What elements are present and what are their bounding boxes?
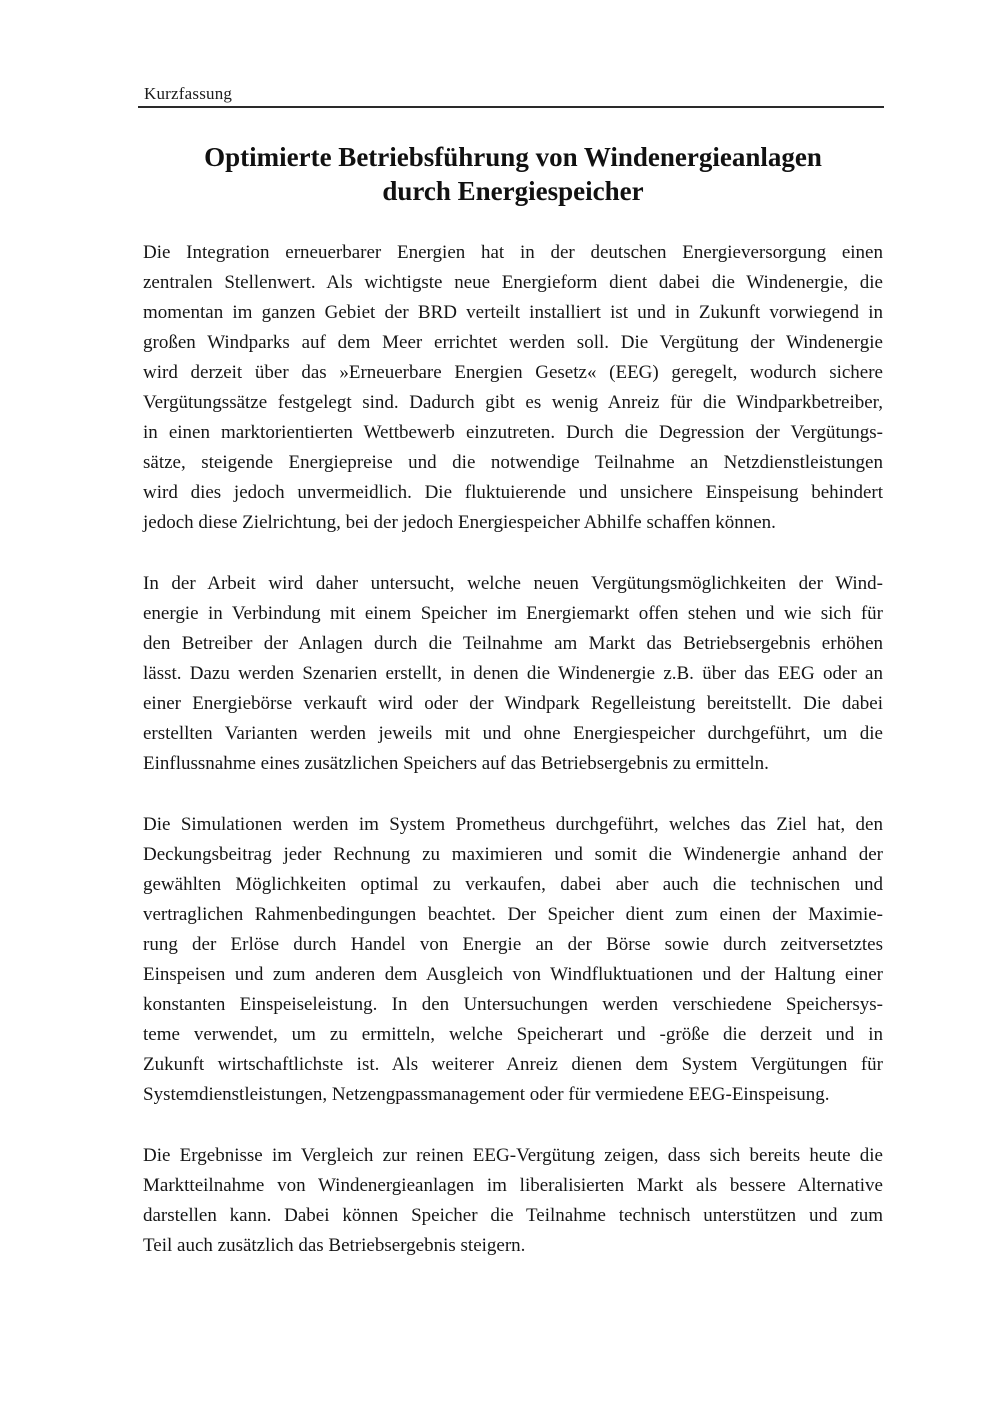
page-title-line1: Optimierte Betriebsführung von Windenergieanlagen	[204, 142, 822, 172]
paragraph-line: Zukunft wirtschaftlichste ist. Als weiterer Anreiz dienen dem System Vergütungen für	[143, 1054, 883, 1075]
paragraph-line: Systemdienstleistungen, Netzengpassmanagement oder für vermiedene EEG-Einspeisung.	[143, 1084, 830, 1105]
paragraph-line: sätze, steigende Energiepreise und die notwendige Teilnahme an Netzdienstleistungen	[143, 452, 883, 473]
paragraph-line: Teil auch zusätzlich das Betriebsergebnis steigern.	[143, 1235, 526, 1256]
paragraph-line: Vergütungssätze festgelegt sind. Dadurch gibt es wenig Anreiz für die Windparkbetreiber,	[143, 392, 883, 413]
paragraph-line: konstanten Einspeiseleistung. In den Untersuchungen werden verschiedene Speichersys-	[143, 994, 883, 1015]
paragraph-line: großen Windparks auf dem Meer errichtet werden soll. Die Vergütung der Windenergie	[143, 332, 883, 353]
paragraph-3	[143, 810, 883, 1110]
paragraph-line: teme verwendet, um zu ermitteln, welche Speicherart und -größe die derzeit und in	[143, 1024, 883, 1045]
paragraph-line: jedoch diese Zielrichtung, bei der jedoch Energiespeicher Abhilfe schaffen können.	[143, 512, 776, 533]
paragraph-line: wird derzeit über das »Erneuerbare Energien Gesetz« (EEG) geregelt, wodurch sichere	[143, 362, 883, 383]
paragraph-line: rung der Erlöse durch Handel von Energie an der Börse sowie durch zeitversetztes	[143, 934, 883, 955]
paragraph-line: einer Energiebörse verkauft wird oder der Windpark Regelleistung bereitstellt. Die dabei	[143, 693, 883, 714]
paragraph-line: vertraglichen Rahmenbedingungen beachtet. Der Speicher dient zum einen der Maximie-	[143, 904, 883, 925]
paragraph-line: gewählten Möglichkeiten optimal zu verkaufen, dabei aber auch die technischen und	[143, 874, 883, 895]
paragraph-4	[143, 1141, 883, 1261]
paragraph-1	[143, 238, 883, 538]
paragraph-line: In der Arbeit wird daher untersucht, welche neuen Vergütungsmöglichkeiten der Wind-	[143, 573, 883, 594]
paragraph-line: Die Integration erneuerbarer Energien hat in der deutschen Energieversorgung einen	[143, 242, 883, 263]
paragraph-line: wird dies jedoch unvermeidlich. Die fluktuierende und unsichere Einspeisung behindert	[143, 482, 883, 503]
page-title	[143, 140, 883, 208]
paragraph-line: lässt. Dazu werden Szenarien erstellt, in denen die Windenergie z.B. über das EEG oder an	[143, 663, 883, 684]
running-header: Kurzfassung	[144, 84, 233, 103]
paragraph-line: energie in Verbindung mit einem Speicher im Energiemarkt offen stehen und wie sich für	[143, 603, 883, 624]
paragraph-line: den Betreiber der Anlagen durch die Teilnahme am Markt das Betriebsergebnis erhöhen	[143, 633, 883, 654]
paragraph-line: Marktteilnahme von Windenergieanlagen im liberalisierten Markt als bessere Alternative	[143, 1175, 883, 1196]
document-body	[143, 238, 883, 1261]
paragraph-line: Deckungsbeitrag jeder Rechnung zu maximieren und somit die Windenergie anhand der	[143, 844, 883, 865]
header-rule	[138, 106, 884, 108]
paragraph-line: Einspeisen und zum anderen dem Ausgleich von Windfluktuationen und der Haltung einer	[143, 964, 883, 985]
paragraph-line: zentralen Stellenwert. Als wichtigste neue Energieform dient dabei die Windenergie, die	[143, 272, 883, 293]
paragraph-line: Die Simulationen werden im System Prometheus durchgeführt, welches das Ziel hat, den	[143, 814, 883, 835]
paragraph-line: momentan im ganzen Gebiet der BRD verteilt installiert ist und in Zukunft vorwiegend in	[143, 302, 883, 323]
paragraph-line: in einen marktorientierten Wettbewerb einzutreten. Durch die Degression der Vergütungs-	[143, 422, 883, 443]
paragraph-line: Einflussnahme eines zusätzlichen Speichers auf das Betriebsergebnis zu ermitteln.	[143, 753, 769, 774]
paragraph-line: darstellen kann. Dabei können Speicher die Teilnahme technisch unterstützen und zum	[143, 1205, 883, 1226]
page-title-line2: durch Energiespeicher	[382, 176, 644, 206]
paragraph-line: Die Ergebnisse im Vergleich zur reinen EEG-Vergütung zeigen, dass sich bereits heute die	[143, 1145, 883, 1166]
paragraph-2	[143, 569, 883, 779]
paragraph-line: erstellten Varianten werden jeweils mit und ohne Energiespeicher durchgeführt, um die	[143, 723, 883, 744]
